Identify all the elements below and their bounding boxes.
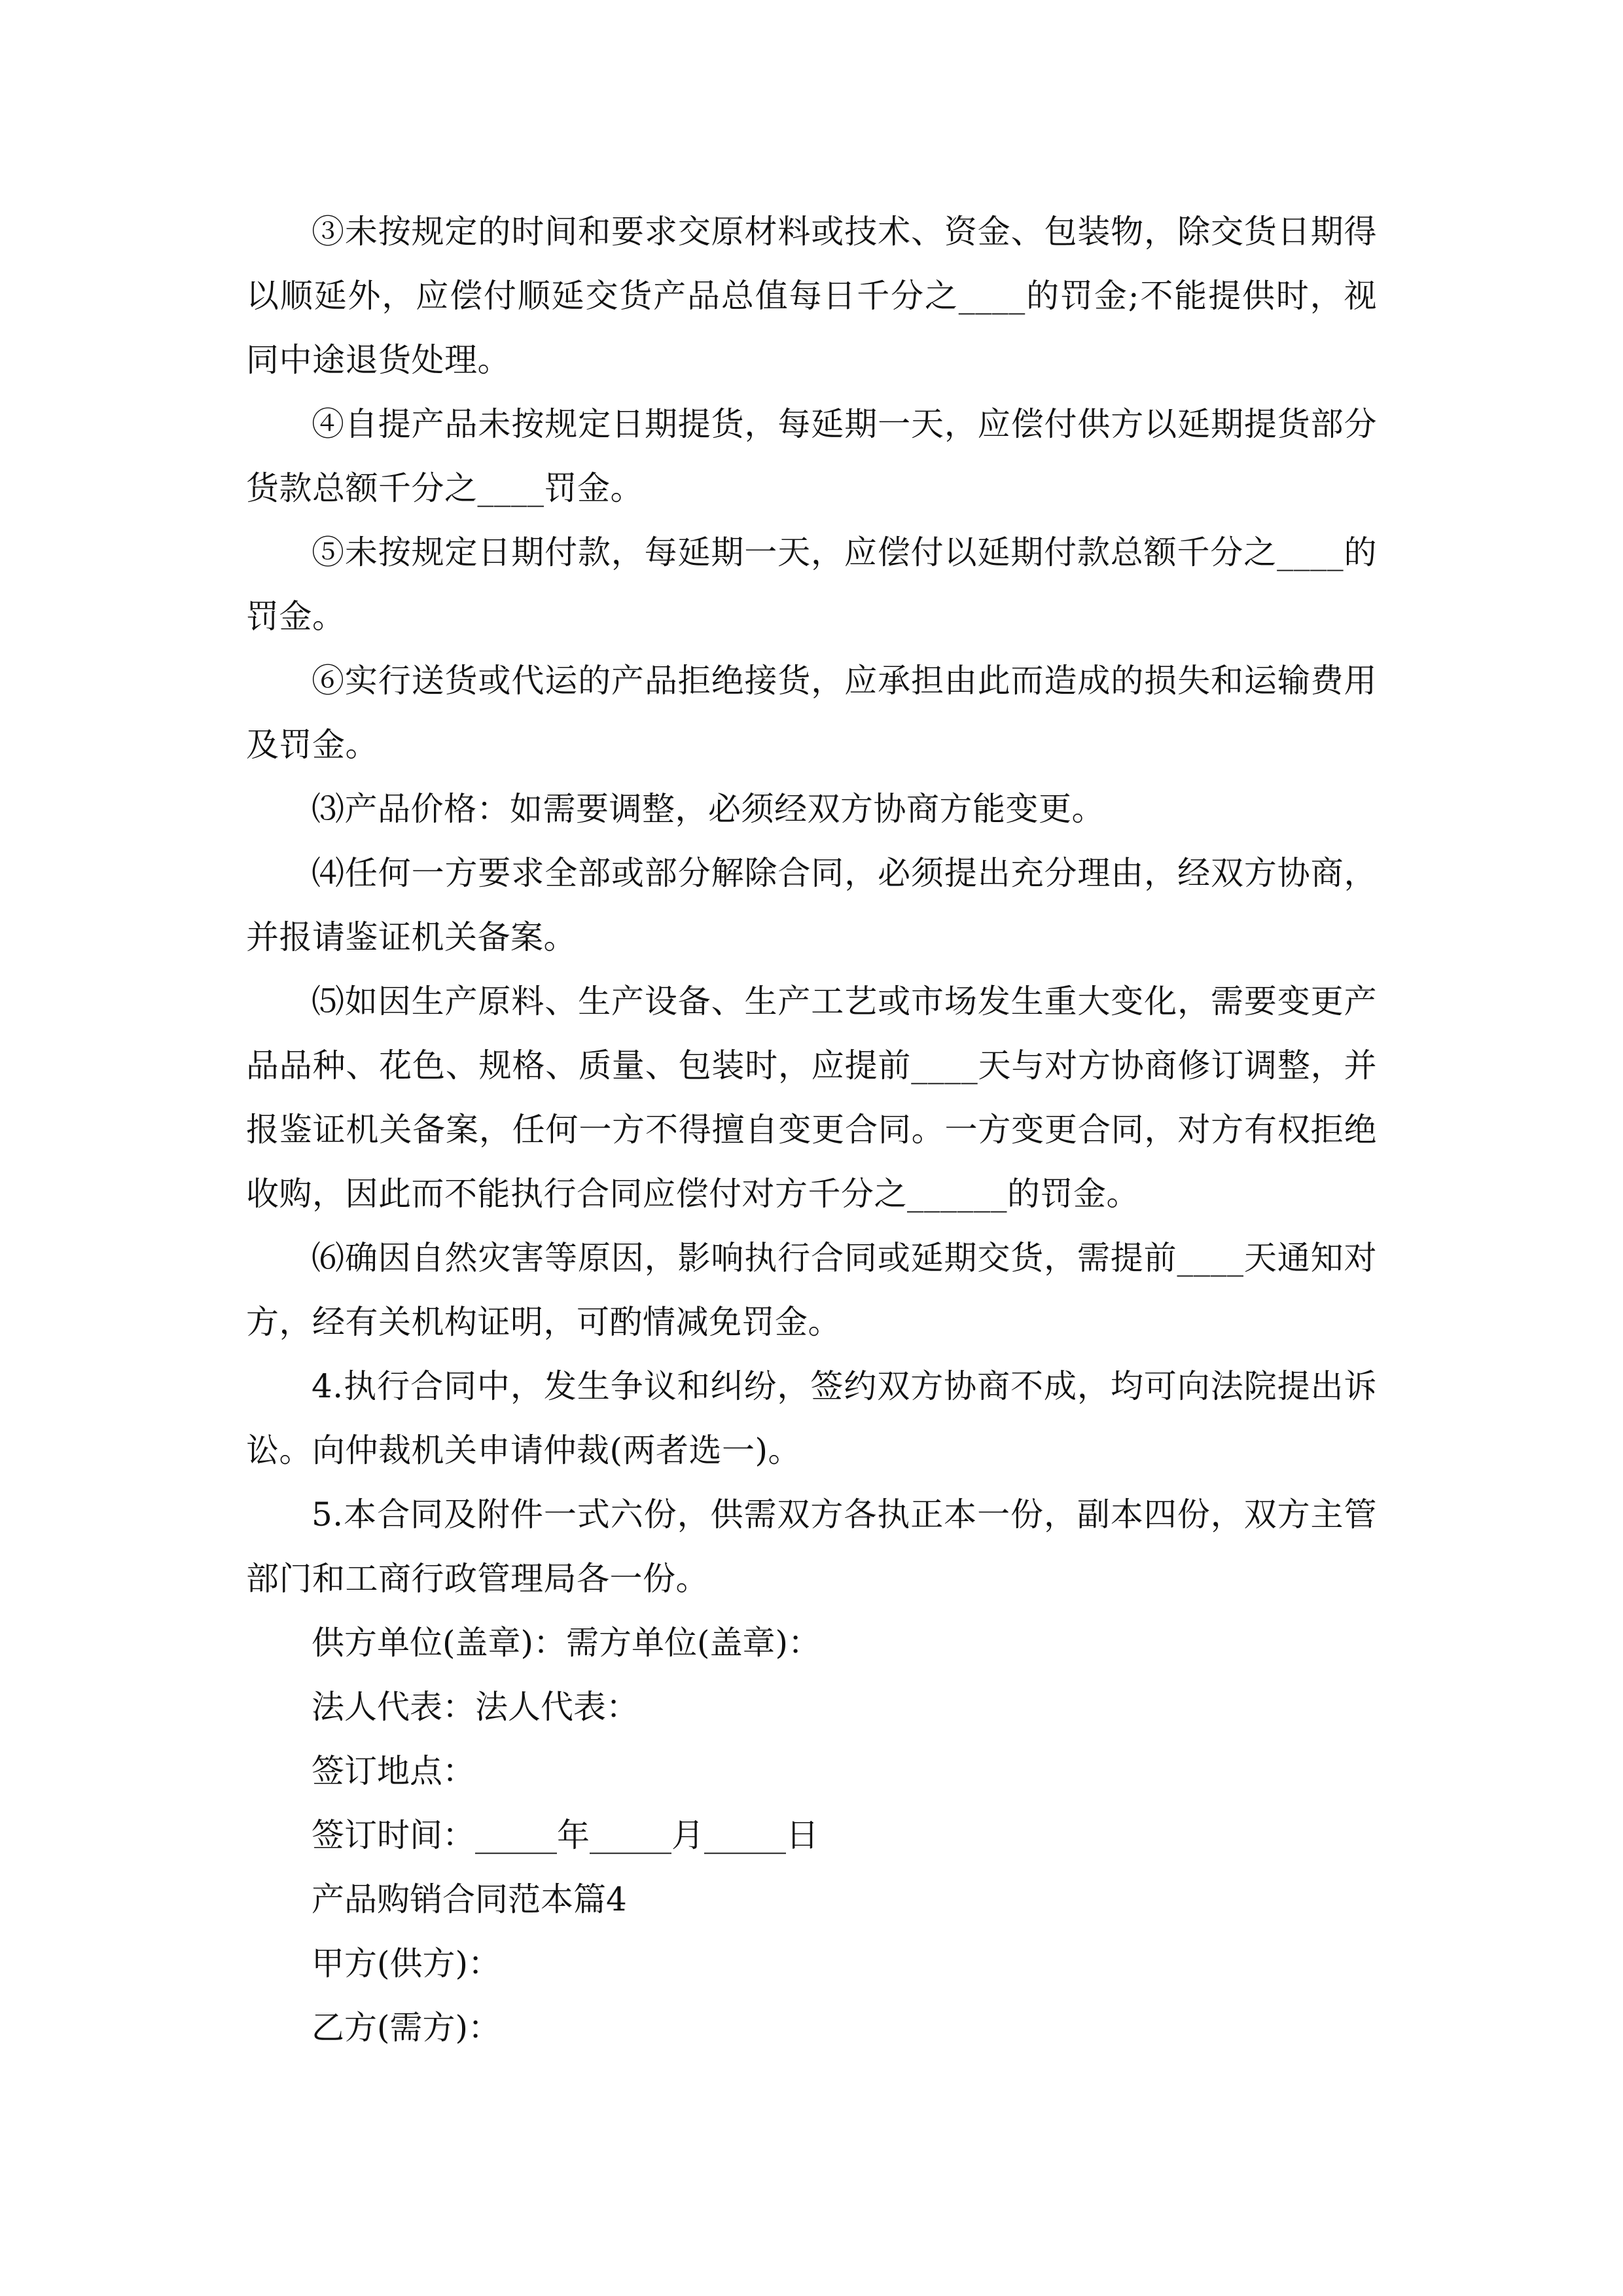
article-5-copies: 5.本合同及附件一式六份，供需双方各执正本一份，副本四份，双方主管部门和工商行政管理局各一份。	[246, 1496, 1377, 1598]
party-b-buyer: 乙方(需方)：	[312, 2009, 501, 2047]
section-3-product-price: ⑶产品价格：如需要调整，必须经双方协商方能变更。	[312, 790, 1105, 828]
clause-3-delivery-materials: ③未按规定的时间和要求交原材料或技术、资金、包装物，除交货日期得以顺延外，应偿付顺延交货产品总值每日千分之____的罚金;不能提供时，视同中途退货处理。	[246, 213, 1377, 379]
section-5-contract-change: ⑸如因生产原料、生产设备、生产工艺或市场发生重大变化，需要变更产品品种、花色、规格、质量、包装时，应提前____天与对方协商修订调整，并报鉴证机关备案，任何一方不得擅自变更合同。一方变更合同，对方有权拒绝收购，因此而不能执行合同应偿付对方千分之______的罚金。	[246, 982, 1377, 1213]
clause-6-refuse-delivery: ⑥实行送货或代运的产品拒绝接货，应承担由此而造成的损失和运输费用及罚金。	[246, 662, 1377, 764]
signing-place: 签订地点：	[312, 1752, 475, 1790]
section-6-force-majeure: ⑹确因自然灾害等原因，影响执行合同或延期交货，需提前____天通知对方，经有关机构证明，可酌情减免罚金。	[246, 1239, 1377, 1341]
signature-legal-representatives: 法人代表：法人代表：	[312, 1688, 639, 1726]
next-section-title: 产品购销合同范本篇4	[312, 1880, 627, 1918]
clause-4-self-pickup: ④自提产品未按规定日期提货，每延期一天，应偿付供方以延期提货部分货款总额千分之____罚金。	[246, 405, 1377, 507]
clause-5-late-payment: ⑤未按规定日期付款，每延期一天，应偿付以延期付款总额千分之____的罚金。	[246, 533, 1377, 636]
article-4-dispute-resolution: 4.执行合同中，发生争议和纠纷，签约双方协商不成，均可向法院提出诉讼。向仲裁机关申请仲裁(两者选一)。	[246, 1367, 1377, 1469]
section-4-contract-termination: ⑷任何一方要求全部或部分解除合同，必须提出充分理由，经双方协商，并报请鉴证机关备案。	[246, 854, 1377, 956]
document-body	[246, 200, 1377, 2060]
signing-date: 签订时间：_____年_____月_____日	[312, 1816, 819, 1854]
signature-units: 供方单位(盖章)：需方单位(盖章)：	[312, 1624, 821, 1662]
party-a-supplier: 甲方(供方)：	[312, 1945, 501, 1982]
